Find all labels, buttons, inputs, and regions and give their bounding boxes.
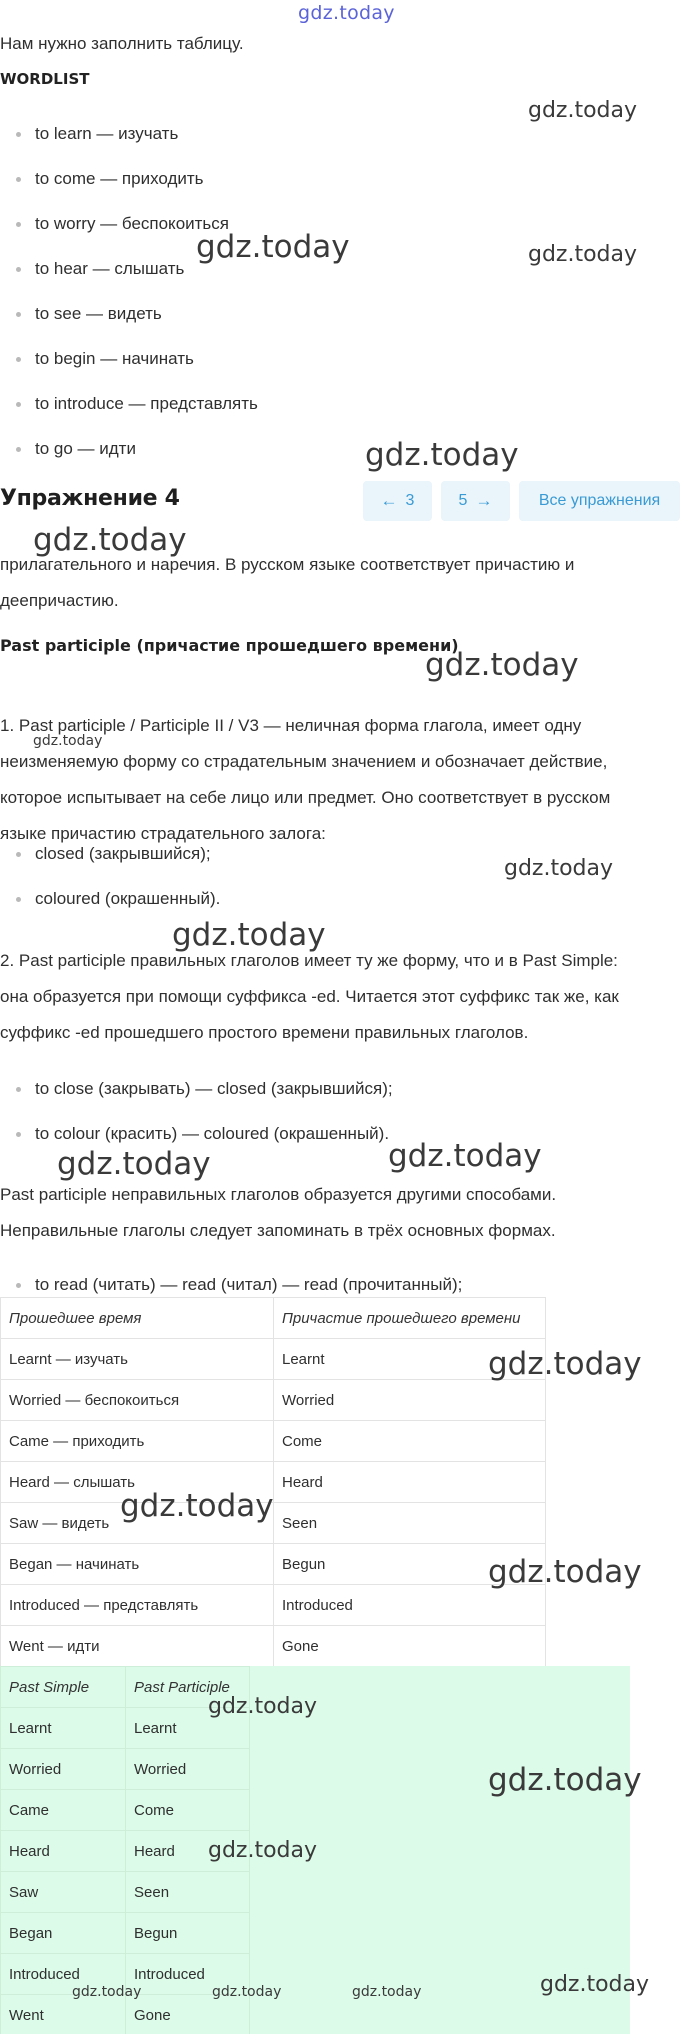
watermark: gdz.today bbox=[528, 98, 638, 123]
list-item: to close (закрывать) — closed (закрывшийся); bbox=[35, 1077, 393, 1101]
all-exercises-button[interactable] bbox=[519, 481, 680, 521]
table-row bbox=[1, 1339, 546, 1380]
table-cell: Introduced bbox=[1, 1954, 126, 1995]
table-cell: Come bbox=[126, 1790, 250, 1831]
watermark: gdz.today bbox=[504, 856, 614, 881]
all-exercises-label: Все упражнения bbox=[538, 492, 661, 509]
table-cell: Saw bbox=[1, 1872, 126, 1913]
table-cell: Came — приходить bbox=[1, 1421, 274, 1462]
watermark: gdz.today bbox=[196, 229, 350, 265]
table-row bbox=[1, 1380, 546, 1421]
next-exercise-label: 5 bbox=[458, 492, 468, 509]
intro-text: Нам нужно заполнить таблицу. bbox=[0, 34, 244, 53]
list-item: closed (закрывшийся); bbox=[35, 842, 211, 866]
table-cell: Went — идти bbox=[1, 1626, 274, 1667]
text-line: 2. Past participle правильных глаголов имеет ту же форму, что и в Past Simple: bbox=[0, 951, 618, 970]
watermark: gdz.today bbox=[488, 1554, 642, 1590]
table-cell: Worried bbox=[1, 1749, 126, 1790]
table-cell: Begun bbox=[274, 1544, 546, 1585]
table-cell: Worried — беспокоиться bbox=[1, 1380, 274, 1421]
arrow-right-icon: → bbox=[475, 491, 493, 510]
list-item: to see — видеть bbox=[35, 302, 162, 326]
theory-paragraph bbox=[0, 943, 670, 1051]
exercise-title: Упражнение 4 bbox=[0, 486, 180, 511]
table-row bbox=[1, 1544, 546, 1585]
watermark: gdz.today bbox=[57, 1146, 211, 1182]
table-header-row bbox=[1, 1298, 546, 1339]
section-subtitle: Past participle (причастие прошедшего времени) bbox=[0, 636, 459, 655]
watermark: gdz.today bbox=[33, 733, 103, 749]
table-cell: Gone bbox=[126, 1995, 250, 2034]
watermark: gdz.today bbox=[528, 242, 638, 267]
list-item: to learn — изучать bbox=[35, 122, 178, 146]
prev-exercise-button[interactable] bbox=[363, 481, 432, 521]
table-cell: Came bbox=[1, 1790, 126, 1831]
text-line: деепричастию. bbox=[0, 591, 119, 610]
list-item: to read (читать) — read (читал) — read (прочитанный); bbox=[35, 1273, 462, 1297]
watermark: gdz.today bbox=[212, 1984, 282, 2000]
table-participles-ru bbox=[0, 1297, 546, 1667]
table-row bbox=[1, 1585, 546, 1626]
table-header-cell: Прошедшее время bbox=[1, 1298, 274, 1339]
table-cell: Heard bbox=[274, 1462, 546, 1503]
list-item: to introduce — представлять bbox=[35, 392, 258, 416]
table-cell: Learnt bbox=[1, 1708, 126, 1749]
list-item: to go — идти bbox=[35, 437, 136, 461]
list-item: to worry — беспокоиться bbox=[35, 212, 229, 236]
watermark: gdz.today bbox=[72, 1984, 142, 2000]
table-header-cell: Причастие прошедшего времени bbox=[274, 1298, 546, 1339]
theory-paragraph bbox=[0, 1177, 670, 1249]
table-cell: Introduced — представлять bbox=[1, 1585, 274, 1626]
watermark: gdz.today bbox=[540, 1972, 650, 1997]
table-cell: Seen bbox=[274, 1503, 546, 1544]
watermark: gdz.today bbox=[172, 917, 326, 953]
table-cell: Introduced bbox=[274, 1585, 546, 1626]
table-cell: Learnt bbox=[126, 1708, 250, 1749]
watermark: gdz.today bbox=[425, 647, 579, 683]
text-line: она образуется при помощи суффикса -ed. Читается этот суффикс так же, как bbox=[0, 987, 619, 1006]
text-line: Неправильные глаголы следует запоминать в трёх основных формах. bbox=[0, 1221, 556, 1240]
list-item: coloured (окрашенный). bbox=[35, 887, 220, 911]
watermark: gdz.today bbox=[388, 1138, 542, 1174]
watermark: gdz.today bbox=[208, 1694, 318, 1719]
table-cell: Gone bbox=[274, 1626, 546, 1667]
arrow-left-icon: ← bbox=[380, 491, 398, 510]
table-cell: Began — начинать bbox=[1, 1544, 274, 1585]
table-header-cell: Past Participle bbox=[126, 1667, 250, 1708]
list-item: to colour (красить) — coloured (окрашенный). bbox=[35, 1122, 389, 1146]
table-cell: Worried bbox=[274, 1380, 546, 1421]
table-row bbox=[1, 1790, 250, 1831]
table-cell: Went bbox=[1, 1995, 126, 2034]
watermark: gdz.today bbox=[208, 1838, 318, 1863]
table-row bbox=[1, 1995, 250, 2034]
table-cell: Introduced bbox=[126, 1954, 250, 1995]
table-cell: Begun bbox=[126, 1913, 250, 1954]
table-cell: Saw — видеть bbox=[1, 1503, 274, 1544]
watermark: gdz.today bbox=[488, 1346, 642, 1382]
table-cell: Come bbox=[274, 1421, 546, 1462]
next-exercise-button[interactable] bbox=[441, 481, 510, 521]
table-cell: Began bbox=[1, 1913, 126, 1954]
table-row bbox=[1, 1872, 250, 1913]
watermark: gdz.today bbox=[120, 1488, 274, 1524]
table-row bbox=[1, 1749, 250, 1790]
text-line: неизменяемую форму со страдательным значением и обозначает действие, bbox=[0, 752, 608, 771]
table-row bbox=[1, 1626, 546, 1667]
table-cell: Worried bbox=[126, 1749, 250, 1790]
watermark: gdz.today bbox=[488, 1762, 642, 1798]
text-line: 1. Past participle / Participle II / V3 — неличная форма глагола, имеет одну bbox=[0, 716, 582, 735]
text-line: прилагательного и наречия. В русском языке соответствует причастию и bbox=[0, 555, 575, 574]
table-cell: Seen bbox=[126, 1872, 250, 1913]
list-item: to hear — слышать bbox=[35, 257, 184, 281]
watermark: gdz.today bbox=[33, 522, 187, 558]
watermark: gdz.today bbox=[352, 1984, 422, 2000]
text-line: языке причастию страдательного залога: bbox=[0, 824, 326, 843]
list-item: to begin — начинать bbox=[35, 347, 194, 371]
list-item: to come — приходить bbox=[35, 167, 204, 191]
prev-exercise-label: 3 bbox=[405, 492, 415, 509]
text-line: Past participle неправильных глаголов образуется другими способами. bbox=[0, 1185, 557, 1204]
table-cell: Heard bbox=[126, 1831, 250, 1872]
text-line: суффикс -ed прошедшего простого времени правильных глаголов. bbox=[0, 1023, 529, 1042]
site-logo[interactable]: gdz.today bbox=[298, 2, 395, 24]
table-cell: Learnt bbox=[274, 1339, 546, 1380]
table-cell: Heard — слышать bbox=[1, 1462, 274, 1503]
table-cell: Learnt — изучать bbox=[1, 1339, 274, 1380]
wordlist-title: WORDLIST bbox=[0, 70, 90, 88]
table-header-cell: Past Simple bbox=[1, 1667, 126, 1708]
table-cell: Heard bbox=[1, 1831, 126, 1872]
table-row bbox=[1, 1421, 546, 1462]
table-row bbox=[1, 1913, 250, 1954]
theory-paragraph bbox=[0, 708, 670, 852]
watermark: gdz.today bbox=[365, 437, 519, 473]
text-line: которое испытывает на себе лицо или предмет. Оно соответствует в русском bbox=[0, 788, 611, 807]
